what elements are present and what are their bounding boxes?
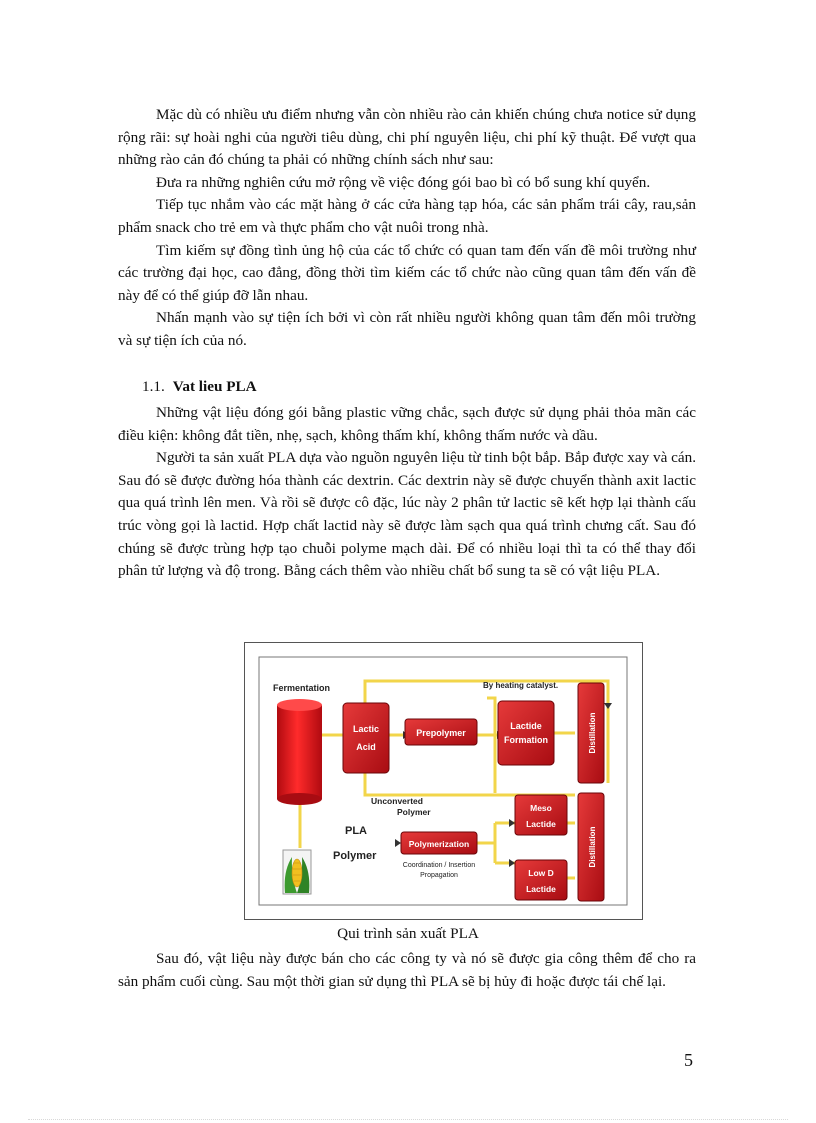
unconverted-label-1: Unconverted	[371, 796, 423, 806]
distillation-bottom-column	[578, 793, 604, 901]
coordination-label-1: Coordination / Insertion	[402, 862, 476, 869]
lactide-formation-label-1: Lactide	[510, 721, 542, 731]
polymerization-label: Polymerization	[408, 839, 470, 849]
intro-paragraph-5: Nhấn mạnh vào sự tiện ích bởi vì còn rất nhiều người không quan tâm đến môi trường và sự tiện ích của nó.	[118, 309, 696, 349]
polymerization-box	[401, 832, 477, 854]
coordination-label-2: Propagation	[420, 872, 458, 879]
lactic-acid-label-2: Acid	[356, 742, 376, 752]
outro-text-block	[118, 948, 696, 993]
outro-paragraph-1: Sau đó, vật liệu này được bán cho các công ty và nó sẽ được gia công thêm để cho ra sản phẩm cuối cùng. Sau một thời gian sử dụng thì PLA sẽ bị hủy đi hoặc được tái chế lại.	[118, 950, 696, 990]
body-paragraph-1: Những vật liệu đóng gói bằng plastic vững chắc, sạch được sử dụng phải thỏa mãn các điều kiện: không đắt tiền, nhẹ, sạch, không thấm khí, không thấm nước và dầu.	[118, 404, 696, 444]
section-heading	[142, 378, 257, 396]
intro-paragraph-3: Tiếp tục nhắm vào các mặt hàng ở các cửa hàng tạp hóa, các sản phẩm trái cây, rau,sản phẩm snack cho trẻ em và thực phẩm cho vật nuôi trong nhà.	[118, 196, 696, 236]
pla-label-2: Polymer	[333, 850, 377, 862]
body-text-block	[118, 402, 696, 583]
lactide-formation-label-2: Formation	[504, 735, 548, 745]
lactide-formation-box	[498, 701, 554, 765]
intro-text-block	[118, 104, 696, 353]
prepolymer-label: Prepolymer	[416, 728, 466, 738]
meso-lactide-label-2: Lactide	[526, 819, 556, 829]
meso-lactide-box	[515, 795, 567, 835]
heating-catalyst-label: By heating catalyst.	[483, 681, 559, 690]
unconverted-label-2: Polymer	[397, 807, 431, 817]
intro-paragraph-4: Tìm kiếm sự đồng tình ủng hộ của các tổ chức có quan tam đến vấn đề môi trường như các trường đại học, cao đẳng, đồng thời tìm kiếm các tổ chức nào cũng quan tâm đến vấn đề này để có thể giúp đỡ lẫn nhau.	[118, 241, 696, 304]
meso-lactide-label-1: Meso	[530, 803, 552, 813]
prepolymer-box	[405, 719, 477, 745]
section-title: Vat lieu PLA	[172, 378, 257, 395]
lactic-acid-label-1: Lactic	[352, 724, 380, 734]
low-d-lactide-label-1: Low D	[528, 868, 554, 878]
fermentation-label: Fermentation	[273, 683, 331, 693]
figure-caption: Qui trình sản xuất PLA	[337, 925, 479, 942]
pla-process-diagram	[244, 642, 643, 920]
pla-label-1: PLA	[345, 825, 367, 837]
section-number: 1.1.	[142, 378, 165, 395]
fermentation-tank	[277, 699, 322, 805]
page-number: 5	[684, 1050, 693, 1070]
distillation-top-column	[578, 683, 604, 783]
distillation-top-label: Distillation	[588, 712, 597, 754]
low-d-lactide-label-2: Lactide	[526, 884, 556, 894]
corn-icon	[283, 850, 311, 894]
lactic-acid-box	[343, 703, 389, 773]
intro-paragraph-1: Mặc dù có nhiều ưu điểm nhưng vẫn còn nhiều rào cản khiến chúng chưa notice sử dụng rộng rãi: sự hoài nghi của người tiêu dùng, chi phí nguyên liệu, chi phí kỹ thuật. Để vượt qua những rào cản đó chúng ta phải có những chính sách như sau:	[118, 106, 696, 169]
low-d-lactide-box	[515, 860, 567, 900]
body-paragraph-2: Người ta sản xuất PLA dựa vào nguồn nguyên liệu từ tinh bột bắp. Bắp được xay và cán. Sau đó sẽ được đường hóa thành các dextrin. Các dextrin này sẽ được chuyển thành axit lactic qua quá trình lên men. Và rồi sẽ được cô đặc, lúc này 2 phân tử lactic sẽ kết hợp lại thành cấu trúc vòng gọi là lactid. Hợp chất lactid này sẽ được làm sạch qua quá trình chưng cất. Sau đó chúng sẽ được trùng hợp tạo chuỗi polyme mạch dài. Để có nhiều loại thì ta có thể thay đổi phân tử lượng và độ trong. Bằng cách thêm vào nhiều chất bổ sung ta sẽ có vật liệu PLA.	[118, 449, 696, 580]
intro-paragraph-2: Đưa ra những nghiên cứu mở rộng về việc đóng gói bao bì có bổ sung khí quyển.	[156, 173, 651, 191]
page-edge-divider	[28, 1119, 788, 1120]
distillation-bottom-label: Distillation	[588, 826, 597, 868]
